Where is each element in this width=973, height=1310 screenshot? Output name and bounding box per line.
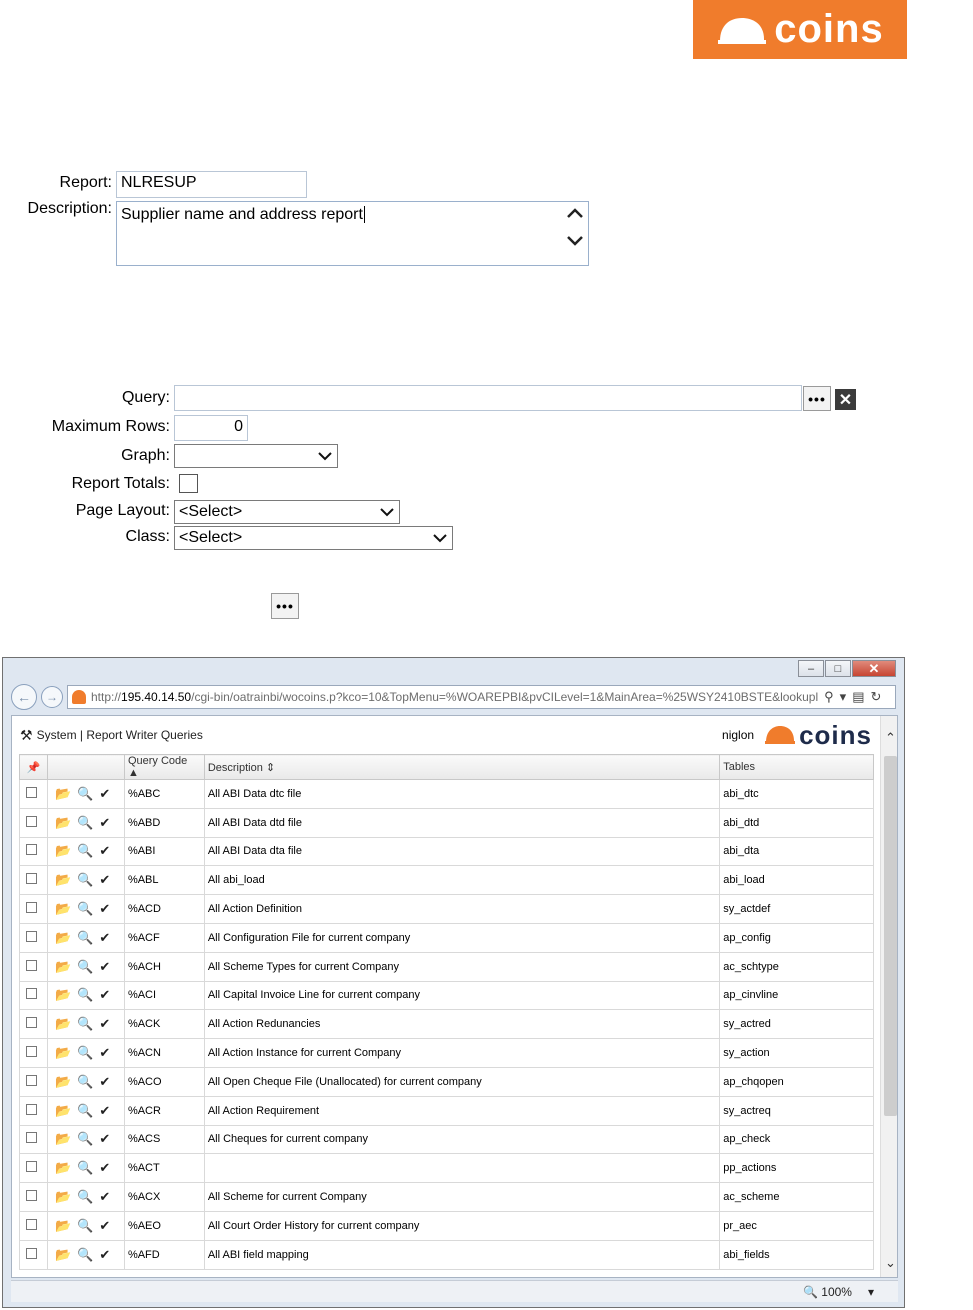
row-checkbox[interactable] bbox=[26, 960, 37, 971]
row-checkbox[interactable] bbox=[26, 787, 37, 798]
search-icon[interactable]: ⚲ bbox=[824, 689, 834, 704]
zoom-dropdown-icon[interactable]: ▾ bbox=[867, 1284, 874, 1299]
select-check-icon[interactable]: ✔ bbox=[99, 987, 111, 1003]
open-folder-icon[interactable]: 📂 bbox=[54, 929, 72, 945]
row-select-cell[interactable] bbox=[20, 1039, 48, 1068]
select-check-icon[interactable]: ✔ bbox=[99, 1189, 111, 1205]
vertical-scrollbar[interactable] bbox=[880, 716, 898, 1278]
description-cell: All Scheme for current Company bbox=[204, 1183, 719, 1212]
url-path: /cgi-bin/oatrainbi/wocoins.p?kco=10&TopMenu=%WOAREPBI&pvCILevel=1&MainArea=%25WSY2410BSTE&lookupl bbox=[191, 690, 819, 704]
description-text: Supplier name and address report bbox=[121, 206, 363, 223]
description-cell: All Capital Invoice Line for current company bbox=[204, 981, 719, 1010]
select-check-icon[interactable]: ✔ bbox=[99, 785, 111, 801]
select-check-icon[interactable]: ✔ bbox=[99, 1045, 111, 1061]
description-cell: All Action Redunancies bbox=[204, 1010, 719, 1039]
report-totals-checkbox[interactable] bbox=[179, 474, 198, 493]
row-select-cell[interactable] bbox=[20, 981, 48, 1010]
query-code-header[interactable]: Query Code ▲ bbox=[124, 755, 204, 780]
preview-icon[interactable]: 🔍 bbox=[77, 1217, 94, 1233]
scroll-down-icon[interactable]: ⌄ bbox=[885, 1255, 896, 1270]
tables-header[interactable]: Tables bbox=[720, 755, 874, 780]
navigation-bar bbox=[11, 682, 896, 712]
row-select-cell[interactable] bbox=[20, 895, 48, 924]
clear-query-icon[interactable]: ✕ bbox=[835, 389, 856, 410]
table-row[interactable] bbox=[20, 1010, 874, 1039]
tables-cell: pp_actions bbox=[720, 1154, 874, 1183]
open-folder-icon[interactable]: 📂 bbox=[54, 1217, 72, 1233]
tables-cell: ap_check bbox=[720, 1125, 874, 1154]
table-row[interactable] bbox=[20, 866, 874, 895]
row-actions-cell bbox=[47, 866, 124, 895]
description-cell: All Court Order History for current company bbox=[204, 1211, 719, 1240]
open-folder-icon[interactable]: 📂 bbox=[54, 1102, 72, 1118]
preview-icon[interactable]: 🔍 bbox=[77, 1189, 94, 1205]
row-select-cell[interactable] bbox=[20, 780, 48, 809]
description-cell bbox=[204, 1154, 719, 1183]
scroll-down-icon[interactable] bbox=[566, 234, 584, 248]
row-checkbox[interactable] bbox=[26, 816, 37, 827]
preview-icon[interactable]: 🔍 bbox=[77, 1246, 94, 1262]
row-actions-cell bbox=[47, 1183, 124, 1212]
preview-icon[interactable]: 🔍 bbox=[77, 785, 94, 801]
row-select-cell[interactable] bbox=[20, 866, 48, 895]
coins-logo bbox=[693, 0, 907, 59]
open-folder-icon[interactable]: 📂 bbox=[54, 958, 72, 974]
open-folder-icon[interactable]: 📂 bbox=[54, 872, 72, 888]
query-code-cell: %ABD bbox=[124, 808, 204, 837]
chevron-down-icon bbox=[317, 451, 333, 461]
table-row[interactable] bbox=[20, 1154, 874, 1183]
class-select-value: <Select> bbox=[179, 529, 243, 546]
open-folder-icon[interactable]: 📂 bbox=[54, 814, 72, 830]
row-checkbox[interactable] bbox=[26, 1104, 37, 1115]
username: niglon bbox=[722, 728, 755, 742]
select-check-icon[interactable]: ✔ bbox=[99, 1073, 111, 1089]
description-cell: All Action Requirement bbox=[204, 1096, 719, 1125]
row-checkbox[interactable] bbox=[26, 988, 37, 999]
scroll-up-icon[interactable]: ⌃ bbox=[885, 730, 896, 745]
tables-cell: sy_actdef bbox=[720, 895, 874, 924]
open-folder-icon[interactable]: 📂 bbox=[54, 1189, 72, 1205]
row-select-cell[interactable] bbox=[20, 1010, 48, 1039]
query-code-cell: %AEO bbox=[124, 1211, 204, 1240]
row-actions-cell bbox=[47, 1240, 124, 1269]
close-window-icon[interactable]: ✕ bbox=[852, 660, 896, 677]
max-rows-label: Maximum Rows: bbox=[51, 418, 170, 435]
row-checkbox[interactable] bbox=[26, 1190, 37, 1201]
table-row[interactable] bbox=[20, 1125, 874, 1154]
row-checkbox[interactable] bbox=[26, 931, 37, 942]
class-select[interactable] bbox=[174, 526, 453, 550]
row-select-cell[interactable] bbox=[20, 1240, 48, 1269]
status-bar bbox=[11, 1280, 898, 1302]
forward-icon[interactable]: → bbox=[41, 686, 63, 708]
row-actions-cell bbox=[47, 1096, 124, 1125]
row-select-cell[interactable] bbox=[20, 808, 48, 837]
open-folder-icon[interactable]: 📂 bbox=[54, 843, 72, 859]
open-folder-icon[interactable]: 📂 bbox=[54, 1246, 72, 1262]
row-checkbox[interactable] bbox=[26, 1075, 37, 1086]
tables-cell: ac_schtype bbox=[720, 952, 874, 981]
browser-window bbox=[2, 657, 905, 1308]
query-table bbox=[19, 754, 874, 1270]
tables-cell: ac_scheme bbox=[720, 1183, 874, 1212]
table-row[interactable] bbox=[20, 923, 874, 952]
open-folder-icon[interactable]: 📂 bbox=[54, 1016, 72, 1032]
preview-icon[interactable]: 🔍 bbox=[77, 987, 94, 1003]
row-actions-cell bbox=[47, 837, 124, 866]
description-cell: All ABI Data dtd file bbox=[204, 808, 719, 837]
tables-cell: sy_actred bbox=[720, 1010, 874, 1039]
row-checkbox[interactable] bbox=[26, 844, 37, 855]
query-code-cell: %ABL bbox=[124, 866, 204, 895]
preview-icon[interactable]: 🔍 bbox=[77, 1073, 94, 1089]
table-row[interactable] bbox=[20, 981, 874, 1010]
query-code-cell: %AFD bbox=[124, 1240, 204, 1269]
app-header bbox=[12, 716, 880, 754]
tables-cell: sy_action bbox=[720, 1039, 874, 1068]
pin-column-header[interactable]: 📌 bbox=[20, 755, 48, 780]
description-textarea[interactable] bbox=[116, 201, 589, 266]
table-row[interactable] bbox=[20, 1240, 874, 1269]
compatibility-icon[interactable]: ▤ bbox=[852, 689, 865, 704]
query-code-cell: %ACF bbox=[124, 923, 204, 952]
table-row[interactable] bbox=[20, 1096, 874, 1125]
row-checkbox[interactable] bbox=[26, 1248, 37, 1259]
row-select-cell[interactable] bbox=[20, 1096, 48, 1125]
scroll-thumb[interactable] bbox=[884, 756, 897, 1116]
open-folder-icon[interactable]: 📂 bbox=[54, 1131, 72, 1147]
hard-hat-icon bbox=[764, 725, 796, 745]
table-header-row bbox=[20, 755, 874, 780]
tables-cell: abi_dtd bbox=[720, 808, 874, 837]
row-checkbox[interactable] bbox=[26, 1132, 37, 1143]
back-icon[interactable]: ← bbox=[11, 684, 37, 710]
refresh-icon[interactable]: ↻ bbox=[870, 689, 882, 704]
query-code-cell: %ABI bbox=[124, 837, 204, 866]
page-layout-label: Page Layout: bbox=[75, 502, 170, 519]
preview-icon[interactable]: 🔍 bbox=[77, 1045, 94, 1061]
row-actions-cell bbox=[47, 1010, 124, 1039]
lookup-button[interactable]: ••• bbox=[271, 593, 299, 619]
select-check-icon[interactable]: ✔ bbox=[99, 1246, 111, 1262]
row-actions-cell bbox=[47, 780, 124, 809]
url-prefix: http:// bbox=[91, 690, 122, 704]
preview-icon[interactable]: 🔍 bbox=[77, 929, 94, 945]
select-check-icon[interactable]: ✔ bbox=[99, 1160, 111, 1176]
query-code-cell: %ACR bbox=[124, 1096, 204, 1125]
select-check-icon[interactable]: ✔ bbox=[99, 1217, 111, 1233]
row-select-cell[interactable] bbox=[20, 837, 48, 866]
report-field[interactable]: NLRESUP bbox=[116, 171, 307, 198]
graph-label: Graph: bbox=[121, 447, 170, 464]
page-layout-select-value: <Select> bbox=[179, 503, 243, 520]
preview-icon[interactable]: 🔍 bbox=[77, 1102, 94, 1118]
class-label: Class: bbox=[125, 528, 170, 545]
address-bar[interactable] bbox=[67, 685, 896, 709]
breadcrumb: System | Report Writer Queries bbox=[36, 728, 203, 742]
page-layout-select[interactable] bbox=[174, 500, 400, 524]
site-favicon bbox=[72, 690, 86, 704]
row-actions-cell bbox=[47, 1039, 124, 1068]
query-code-cell: %ACT bbox=[124, 1154, 204, 1183]
chevron-down-icon bbox=[432, 533, 448, 543]
open-folder-icon[interactable]: 📂 bbox=[54, 901, 72, 917]
description-cell: All ABI Data dta file bbox=[204, 837, 719, 866]
row-checkbox[interactable] bbox=[26, 1046, 37, 1057]
row-select-cell[interactable] bbox=[20, 1183, 48, 1212]
tools-icon: ⚒ bbox=[20, 726, 33, 743]
preview-icon[interactable]: 🔍 bbox=[77, 958, 94, 974]
description-cell: All abi_load bbox=[204, 866, 719, 895]
query-field[interactable] bbox=[174, 385, 802, 411]
tables-cell: ap_config bbox=[720, 923, 874, 952]
tables-cell: abi_dtc bbox=[720, 780, 874, 809]
table-row[interactable] bbox=[20, 1183, 874, 1212]
zoom-level[interactable]: 🔍 100% bbox=[802, 1284, 852, 1299]
row-select-cell[interactable] bbox=[20, 923, 48, 952]
table-row[interactable] bbox=[20, 837, 874, 866]
open-folder-icon[interactable]: 📂 bbox=[54, 785, 72, 801]
actions-column-header bbox=[47, 755, 124, 780]
preview-icon[interactable]: 🔍 bbox=[77, 872, 94, 888]
query-code-cell: %ACD bbox=[124, 895, 204, 924]
table-row[interactable] bbox=[20, 808, 874, 837]
open-folder-icon[interactable]: 📂 bbox=[54, 987, 72, 1003]
preview-icon[interactable]: 🔍 bbox=[77, 901, 94, 917]
small-logo-text: coins bbox=[799, 719, 872, 750]
preview-icon[interactable]: 🔍 bbox=[77, 1131, 94, 1147]
open-folder-icon[interactable]: 📂 bbox=[54, 1160, 72, 1176]
row-select-cell[interactable] bbox=[20, 1125, 48, 1154]
preview-icon[interactable]: 🔍 bbox=[77, 814, 94, 830]
table-row[interactable] bbox=[20, 1039, 874, 1068]
row-select-cell[interactable] bbox=[20, 952, 48, 981]
select-check-icon[interactable]: ✔ bbox=[99, 1016, 111, 1032]
description-cell: All Open Cheque File (Unallocated) for current company bbox=[204, 1067, 719, 1096]
query-code-cell: %ACX bbox=[124, 1183, 204, 1212]
coins-small-logo bbox=[764, 720, 872, 751]
query-code-cell: %ABC bbox=[124, 780, 204, 809]
row-checkbox[interactable] bbox=[26, 902, 37, 913]
minimize-icon[interactable]: – bbox=[798, 660, 824, 677]
select-check-icon[interactable]: ✔ bbox=[99, 901, 111, 917]
tables-cell: pr_aec bbox=[720, 1211, 874, 1240]
query-code-cell: %ACN bbox=[124, 1039, 204, 1068]
description-label: Description: bbox=[27, 200, 112, 217]
preview-icon[interactable]: 🔍 bbox=[77, 1160, 94, 1176]
row-select-cell[interactable] bbox=[20, 1067, 48, 1096]
description-cell: All ABI Data dtc file bbox=[204, 780, 719, 809]
max-rows-field[interactable]: 0 bbox=[174, 415, 248, 441]
table-row[interactable] bbox=[20, 895, 874, 924]
preview-icon[interactable]: 🔍 bbox=[77, 843, 94, 859]
description-cell: All ABI field mapping bbox=[204, 1240, 719, 1269]
description-cell: All Action Definition bbox=[204, 895, 719, 924]
hard-hat-icon bbox=[716, 15, 768, 45]
open-folder-icon[interactable]: 📂 bbox=[54, 1045, 72, 1061]
query-code-cell: %ACH bbox=[124, 952, 204, 981]
select-check-icon[interactable]: ✔ bbox=[99, 814, 111, 830]
query-lookup-button[interactable]: ••• bbox=[803, 386, 831, 411]
select-check-icon[interactable]: ✔ bbox=[99, 958, 111, 974]
select-check-icon[interactable]: ✔ bbox=[99, 872, 111, 888]
query-label: Query: bbox=[121, 389, 170, 406]
description-cell: All Action Instance for current Company bbox=[204, 1039, 719, 1068]
chevron-down-icon bbox=[379, 507, 395, 517]
graph-select[interactable] bbox=[174, 444, 338, 468]
table-row[interactable] bbox=[20, 952, 874, 981]
tables-cell: abi_load bbox=[720, 866, 874, 895]
preview-icon[interactable]: 🔍 bbox=[77, 1016, 94, 1032]
row-checkbox[interactable] bbox=[26, 873, 37, 884]
row-checkbox[interactable] bbox=[26, 1017, 37, 1028]
description-cell: All Configuration File for current company bbox=[204, 923, 719, 952]
url-host: 195.40.14.50 bbox=[121, 690, 192, 704]
page-content bbox=[11, 715, 898, 1278]
table-row[interactable] bbox=[20, 1211, 874, 1240]
select-check-icon[interactable]: ✔ bbox=[99, 1131, 111, 1147]
tables-cell: abi_fields bbox=[720, 1240, 874, 1269]
description-cell: All Scheme Types for current Company bbox=[204, 952, 719, 981]
row-select-cell[interactable] bbox=[20, 1211, 48, 1240]
row-actions-cell bbox=[47, 952, 124, 981]
query-code-cell: %ACI bbox=[124, 981, 204, 1010]
row-actions-cell bbox=[47, 1154, 124, 1183]
report-label: Report: bbox=[59, 174, 112, 191]
description-header[interactable]: Description ⇕ bbox=[204, 755, 719, 780]
logo-text: coins bbox=[774, 7, 884, 51]
row-actions-cell bbox=[47, 808, 124, 837]
row-actions-cell bbox=[47, 1067, 124, 1096]
row-actions-cell bbox=[47, 981, 124, 1010]
maximize-icon[interactable]: □ bbox=[825, 660, 851, 677]
table-row[interactable] bbox=[20, 780, 874, 809]
open-folder-icon[interactable]: 📂 bbox=[54, 1073, 72, 1089]
scroll-up-icon[interactable] bbox=[566, 206, 584, 220]
row-actions-cell bbox=[47, 1211, 124, 1240]
tables-cell: abi_dta bbox=[720, 837, 874, 866]
row-actions-cell bbox=[47, 1125, 124, 1154]
select-check-icon[interactable]: ✔ bbox=[99, 843, 111, 859]
select-check-icon[interactable]: ✔ bbox=[99, 1102, 111, 1118]
query-code-cell: %ACK bbox=[124, 1010, 204, 1039]
window-controls bbox=[798, 660, 896, 677]
row-checkbox[interactable] bbox=[26, 1161, 37, 1172]
select-check-icon[interactable]: ✔ bbox=[99, 929, 111, 945]
description-cell: All Cheques for current company bbox=[204, 1125, 719, 1154]
query-code-cell: %ACO bbox=[124, 1067, 204, 1096]
dropdown-icon[interactable]: ▾ bbox=[839, 689, 847, 704]
query-code-cell: %ACS bbox=[124, 1125, 204, 1154]
row-actions-cell bbox=[47, 895, 124, 924]
table-row[interactable] bbox=[20, 1067, 874, 1096]
tables-cell: sy_actreq bbox=[720, 1096, 874, 1125]
row-actions-cell bbox=[47, 923, 124, 952]
tables-cell: ap_chqopen bbox=[720, 1067, 874, 1096]
tables-cell: ap_cinvline bbox=[720, 981, 874, 1010]
row-checkbox[interactable] bbox=[26, 1219, 37, 1230]
row-select-cell[interactable] bbox=[20, 1154, 48, 1183]
report-totals-label: Report Totals: bbox=[71, 475, 170, 492]
